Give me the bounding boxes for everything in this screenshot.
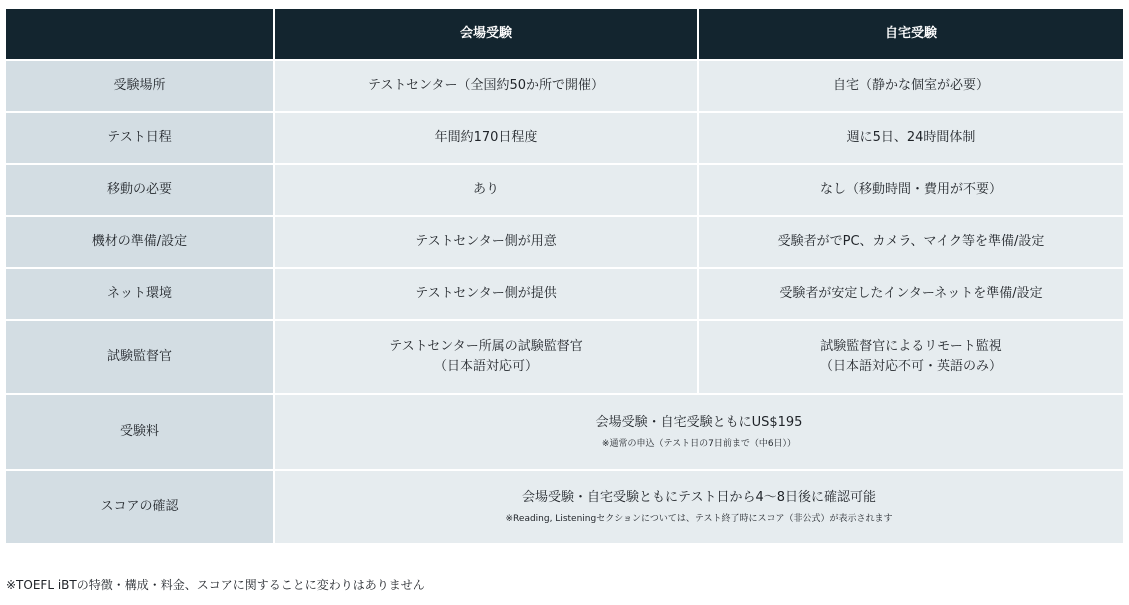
shared-cell [274, 470, 1123, 543]
venue-cell: あり [274, 164, 698, 216]
shared-cell-note: ※Reading, Listeningセクションについては、テスト終了時にスコア（非公式）が表示されます [505, 514, 893, 524]
venue-cell-line: テストセンター所属の試験監督官 [389, 339, 583, 354]
home-cell: 週に5日、24時間体制 [698, 112, 1123, 164]
home-cell: 受験者が安定したインターネットを準備/設定 [698, 268, 1123, 320]
venue-cell: テストセンター側が用意 [274, 216, 698, 268]
row-label: 移動の必要 [6, 164, 274, 216]
venue-cell: 年間約170日程度 [274, 112, 698, 164]
row-label: 受験料 [6, 394, 274, 470]
shared-cell-main: 会場受験・自宅受験ともにテスト日から4〜8日後に確認可能 [521, 490, 877, 505]
table-row [6, 164, 1123, 216]
table-row [6, 216, 1123, 268]
header-venue-exam: 会場受験 [274, 9, 698, 60]
shared-cell-note: ※通常の申込（テスト日の7日前まで（中6日）） [601, 439, 797, 449]
home-cell-line: 試験監督官によるリモート監視 [820, 339, 1002, 354]
table-row [6, 112, 1123, 164]
comparison-table-wrapper [6, 9, 1123, 543]
home-cell [698, 320, 1123, 394]
venue-cell-line: （日本語対応可） [433, 359, 538, 374]
row-label: テスト日程 [6, 112, 274, 164]
row-label: ネット環境 [6, 268, 274, 320]
header-corner [6, 9, 274, 60]
comparison-table [6, 9, 1123, 543]
table-row [6, 470, 1123, 543]
header-home-exam: 自宅受験 [698, 9, 1123, 60]
shared-cell-main: 会場受験・自宅受験ともにUS$195 [595, 415, 803, 430]
footnote: ※TOEFL iBTの特徴・構成・料金、スコアに関することに変わりはありません [6, 578, 425, 592]
table-row [6, 394, 1123, 470]
home-cell-line: （日本語対応不可・英語のみ） [819, 359, 1002, 374]
row-label: 機材の準備/設定 [6, 216, 274, 268]
table-row [6, 320, 1123, 394]
row-label: スコアの確認 [6, 470, 274, 543]
shared-cell [274, 394, 1123, 470]
table-header-row [6, 9, 1123, 60]
table-row [6, 60, 1123, 112]
venue-cell: テストセンター側が提供 [274, 268, 698, 320]
home-cell: 受験者がでPC、カメラ、マイク等を準備/設定 [698, 216, 1123, 268]
home-cell: なし（移動時間・費用が不要） [698, 164, 1123, 216]
venue-cell: テストセンター（全国約50か所で開催） [274, 60, 698, 112]
home-cell: 自宅（静かな個室が必要） [698, 60, 1123, 112]
table-row [6, 268, 1123, 320]
venue-cell [274, 320, 698, 394]
row-label: 受験場所 [6, 60, 274, 112]
row-label: 試験監督官 [6, 320, 274, 394]
